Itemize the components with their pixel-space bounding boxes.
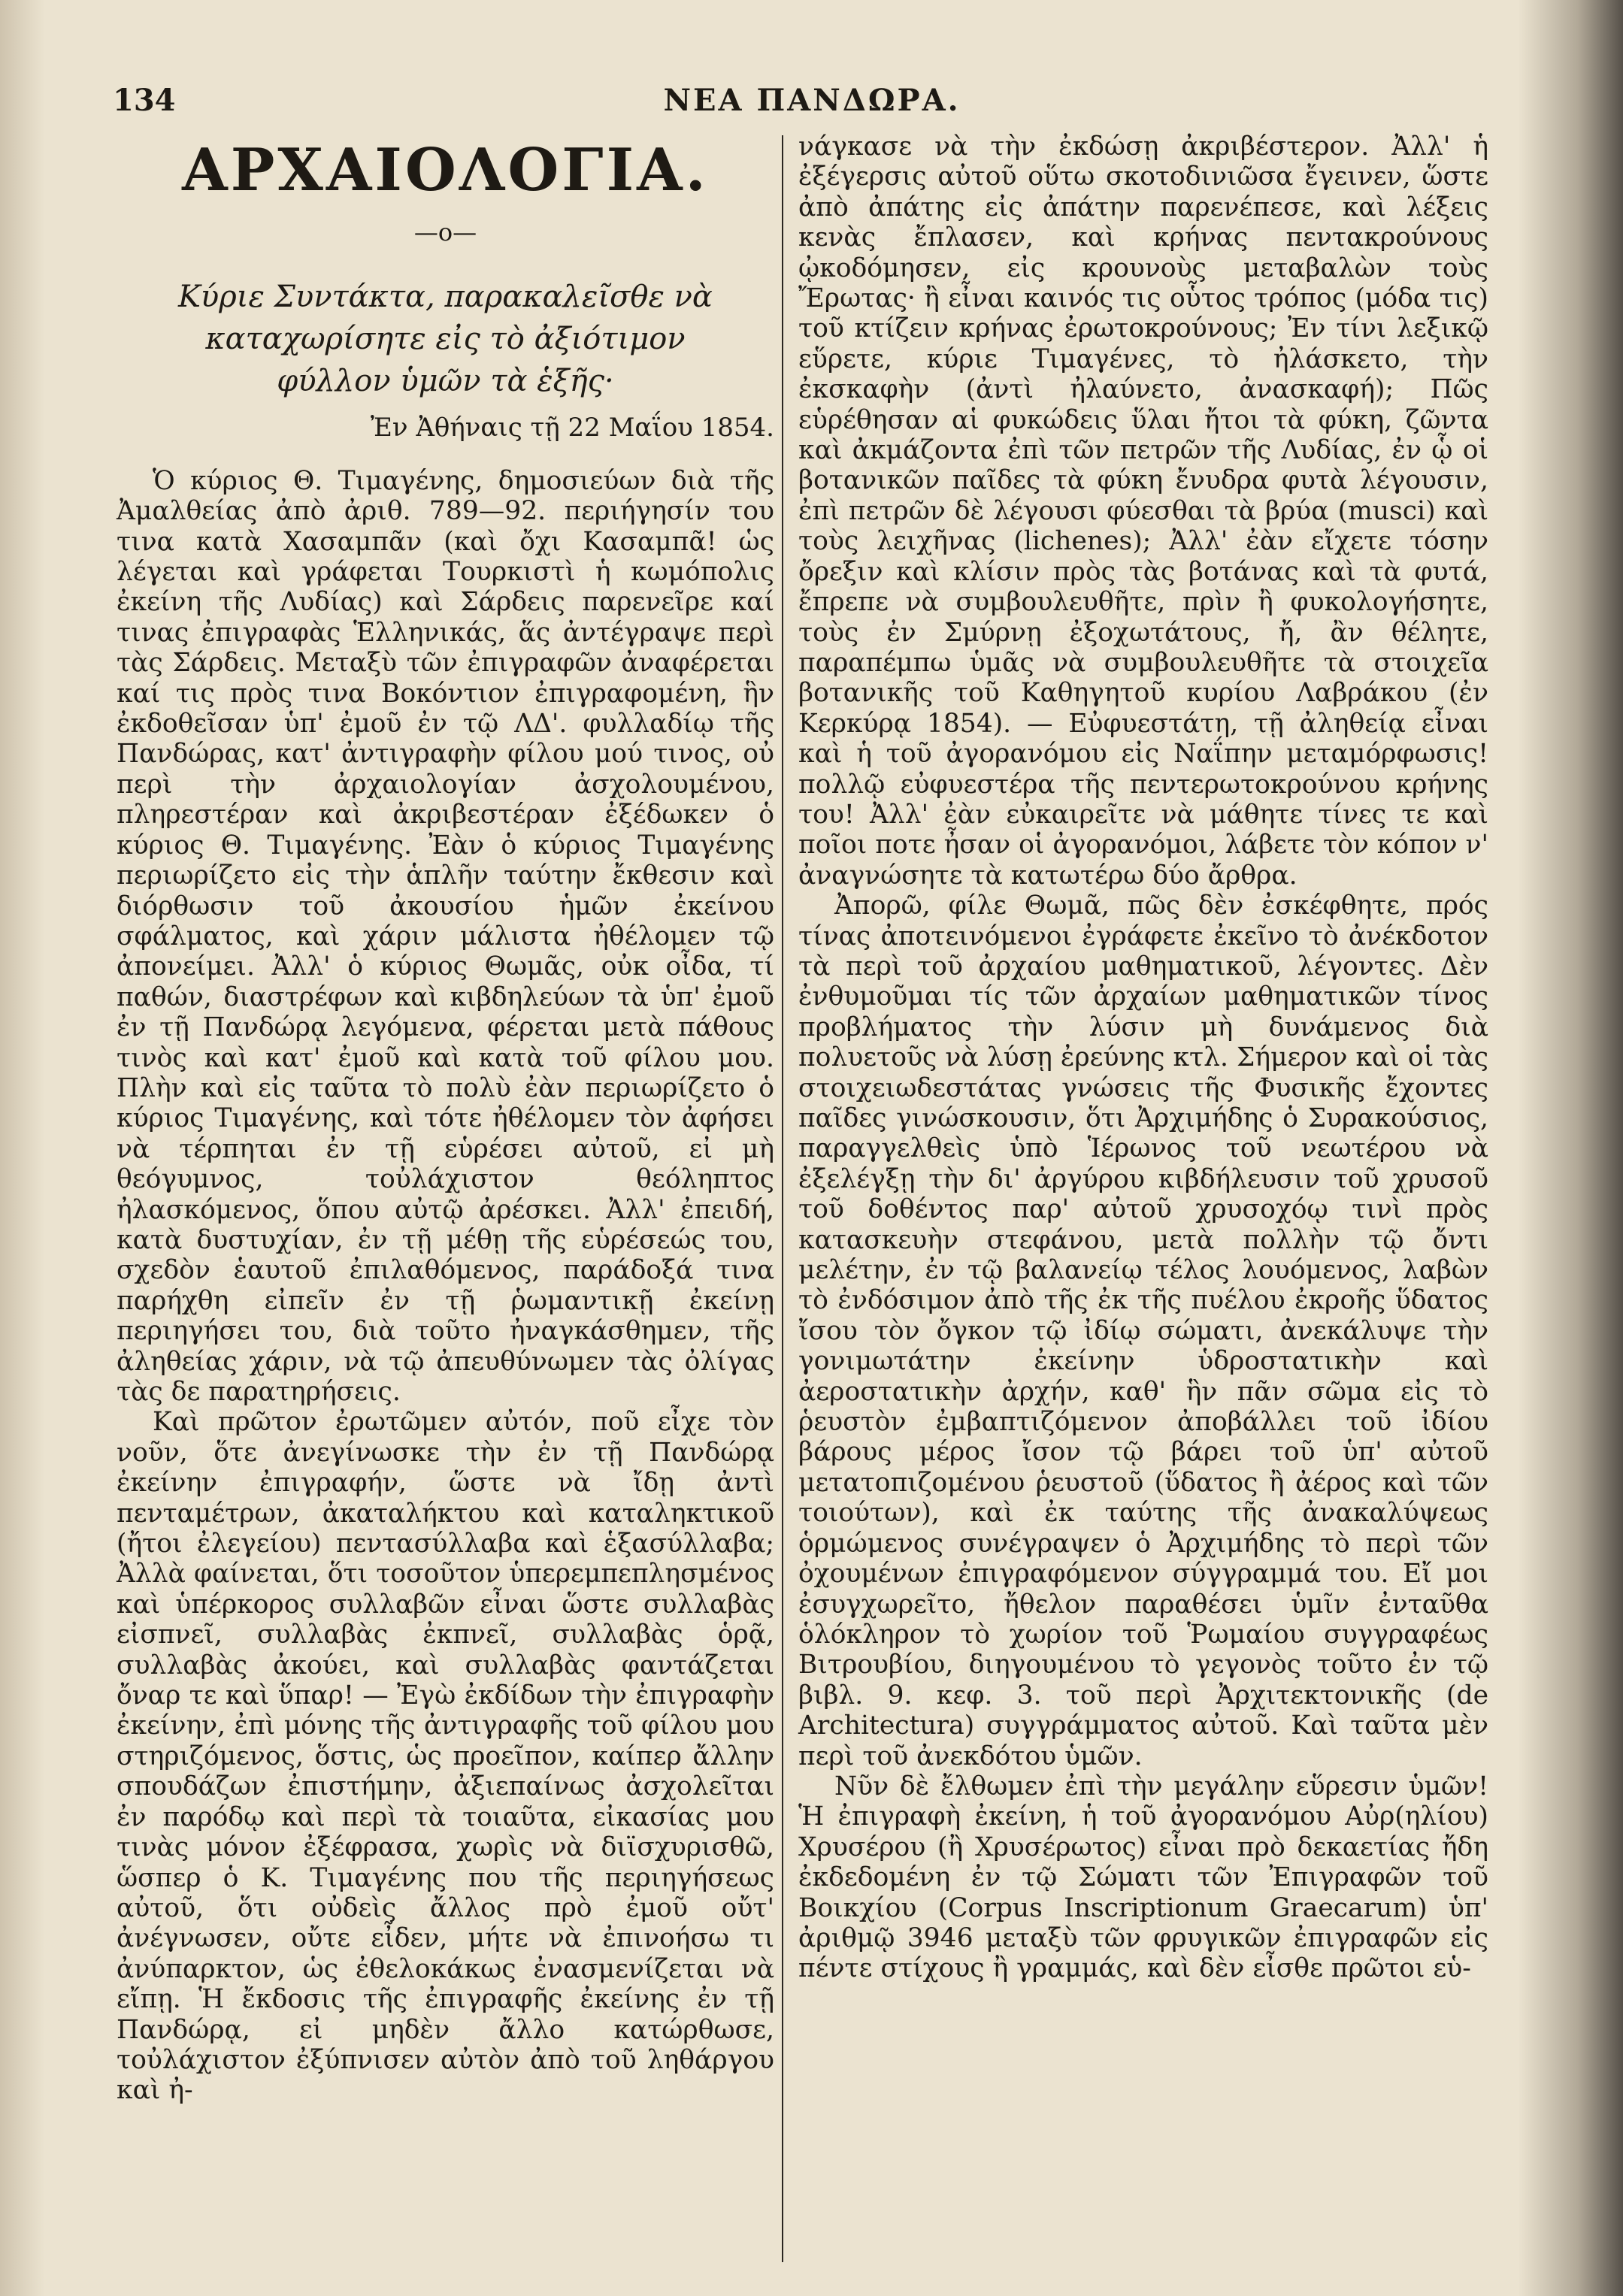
paragraph: νάγκασε νὰ τὴν ἐκδώσῃ ἀκριβέστερον. Ἀλλ' ἡ ἐξέγερσις αὐτοῦ οὕτω σκοτοδινιῶσα ἔγεινεν, ὥστε ἀπὸ ἀπάτης εἰς ἀπάτην παρενέπεσε, καὶ λέξεις κενὰς ἔπλασεν, καὶ κρήνας πεντακρούνους ᾠκοδόμησεν, εἰς κρουνοὺς μεταβαλὼν τοὺς Ἔρωτας· ἢ εἶναι καινός τις οὗτος τρόπος (μόδα τις) τοῦ κτίζειν κρήνας ἐρωτοκρούνους; Ἐν τίνι λεξικῷ εὕρετε, κύριε Τιμαγένες, τὸ ἠλάσκετο, τὴν ἐκσκαφὴν (ἀντὶ ἠλαύνετο, ἀνασκαφή); Πῶς εὑρέθησαν αἱ φυκώδεις ὕλαι ἤτοι τὰ φύκη, ζῶντα καὶ ἀκμάζοντα ἐπὶ τῶν πετρῶν τῆς Λυδίας, ἐν ᾧ οἱ βοτανικῶν παῖδες τὰ φύκη ἔνυδρα φυτὰ λέγουσιν, ἐπὶ πετρῶν δὲ λέγουσι φύεσθαι τὰ βρύα (musci) καὶ τοὺς λειχῆνας (lichenes); Ἀλλ' ἐὰν εἴχετε τόσην ὄρεξιν καὶ κλίσιν πρὸς τὰς βοτάνας καὶ τὰ φυτά, ἔπρεπε νὰ συμβουλευθῆτε, πρὶν ἢ φυκολογήσητε, τοὺς ἐν Σμύρνῃ ἐξοχωτάτους, ἤ, ἂν θέλητε, παραπέμπω ὑμᾶς νὰ συμβουλευθῆτε τὰ στοιχεῖα βοτανικῆς τοῦ Καθηγητοῦ κυρίου Λαβράκου (ἐν Κερκύρᾳ 1854). — Εὐφυεστάτη, τῇ ἀληθείᾳ εἶναι καὶ ἡ τοῦ ἀγορανόμου εἰς Ναΐπην μεταμόρφωσις! πολλῷ εὐφυεστέρα τῆς πεντερωτοκρούνου κρήνης του! Ἀλλ' ἐὰν εὐκαιρεῖτε νὰ μάθητε τίνες τε καὶ ποῖοι ποτε ἦσαν οἱ ἀγορανόμοι, λάβετε τὸν κόπον ν' ἀναγνώσητε τὰ κατωτέρω δύο ἄρθρα. [798, 132, 1488, 891]
page-header [113, 83, 1511, 128]
column-divider [782, 135, 783, 2262]
left-column [117, 132, 774, 2106]
paragraph: Ἀπορῶ, φίλε Θωμᾶ, πῶς δὲν ἐσκέφθητε, πρός τίνας ἀποτεινόμενοι ἐγράφετε ἐκεῖνο τὸ ἀνέκδοτον τὰ περὶ τοῦ ἀρχαίου μαθηματικοῦ, λέγοντες. Δὲν ἐνθυμοῦμαι τίς τῶν ἀρχαίων μαθηματικῶν τίνος προβλήματος τὴν λύσιν μὴ δυνάμενος διὰ πολυετοῦς νὰ λύσῃ ἐρεύνης κτλ. Σήμερον καὶ οἱ τὰς στοιχειωδεστάτας γνώσεις τῆς Φυσικῆς ἔχοντες παῖδες γινώσκουσιν, ὅτι Ἀρχιμήδης ὁ Συρακούσιος, παραγγελθεὶς ὑπὸ Ἱέρωνος τοῦ νεωτέρου νὰ ἐξελέγξῃ τὴν δι' ἀργύρου κιβδήλευσιν τοῦ χρυσοῦ τοῦ δοθέντος παρ' αὐτοῦ χρυσοχόῳ τινὶ πρὸς κατασκευὴν στεφάνου, μετὰ πολλὴν τῷ ὄντι μελέτην, ἐν τῷ βαλανείῳ τέλος λουόμενος, λαβὼν τὸ ἐνδόσιμον ἀπὸ τῆς ἐκ τῆς πυέλου ἐκροῆς ὕδατος ἴσου τὸν ὄγκον τῷ ἰδίῳ σώματι, ἀνεκάλυψε τὴν γονιμωτάτην ἐκείνην ὑδροστατικὴν καὶ ἀεροστατικὴν ἀρχήν, καθ' ἣν πᾶν σῶμα εἰς τὸ ῥευστὸν ἐμβαπτιζόμενον ἀποβάλλει τοῦ ἰδίου βάρους μέρος ἴσον τῷ βάρει τοῦ ὑπ' αὐτοῦ μετατοπιζομένου ῥευστοῦ (ὕδατος ἢ ἀέρος καὶ τῶν τοιούτων), καὶ ἐκ ταύτης τῆς ἀνακαλύψεως ὁρμώμενος συνέγραψεν ὁ Ἀρχιμήδης τὸ περὶ τῶν ὀχουμένων ἐπιγραφόμενον σύγγραμμά του. Εἴ μοι ἐσυγχωρεῖτο, ἤθελον παραθέσει ὑμῖν ἐνταῦθα ὁλόκληρον τὸ χωρίον τοῦ Ῥωμαίου συγγραφέως Βιτρουβίου, διηγουμένου τὸ γεγονὸς τοῦτο ἐν τῷ βιβλ. 9. κεφ. 3. τοῦ περὶ Ἀρχιτεκτονικῆς (de Architectura) συγγράμματος αὐτοῦ. Καὶ ταῦτα μὲν περὶ τοῦ ἀνεκδότου ὑμῶν. [798, 891, 1488, 1771]
paragraph: Νῦν δὲ ἔλθωμεν ἐπὶ τὴν μεγάλην εὕρεσιν ὑμῶν! Ἡ ἐπιγραφὴ ἐκείνη, ἡ τοῦ ἀγορανόμου Αὐρ(ηλίου) Χρυσέρου (ἢ Χρυσέρωτος) εἶναι πρὸ δεκαετίας ἤδη ἐκδεδομένη ἐν τῷ Σώματι τῶν Ἐπιγραφῶν τοῦ Βοικχίου (Corpus Inscriptionum Graecarum) ὑπ' ἀριθμῷ 3946 μεταξὺ τῶν φρυγικῶν ἐπιγραφῶν εἰς πέντε στίχους ἢ γραμμάς, καὶ δὲν εἶσθε πρῶτοι εὑ- [798, 1771, 1488, 1984]
salutation: Κύριε Συντάκτα, παρακαλεῖσθε νὰ καταχωρίσητε εἰς τὸ ἀξιότιμον φύλλον ὑμῶν τὰ ἑξῆς· [178, 280, 713, 399]
paragraph: Καὶ πρῶτον ἐρωτῶμεν αὐτόν, ποῦ εἶχε τὸν νοῦν, ὅτε ἀνεγίνωσκε τὴν ἐν τῇ Πανδώρᾳ ἐκείνην ἐπιγραφήν, ὥστε νὰ ἴδῃ ἀντὶ πενταμέτρων, ἀκαταλήκτου καὶ καταληκτικοῦ (ἤτοι ἐλεγείου) πεντασύλλαβα καὶ ἑξασύλλαβα; Ἀλλὰ φαίνεται, ὅτι τοσοῦτον ὑπερεμπεπλησμένος καὶ ὑπέρκορος συλλαβῶν εἶναι ὥστε συλλαβὰς εἰσπνεῖ, συλλαβὰς ἐκπνεῖ, συλλαβὰς ὁρᾷ, συλλαβὰς ἀκούει, καὶ συλλαβὰς φαντάζεται ὄναρ τε καὶ ὕπαρ! — Ἐγὼ ἐκδίδων τὴν ἐπιγραφὴν ἐκείνην, ἐπὶ μόνης τῆς ἀντιγραφῆς τοῦ φίλου μου στηριζόμενος, ὅστις, ὡς προεῖπον, καίπερ ἄλλην σπουδάζων ἐπιστήμην, ἀξιεπαίνως ἀσχολεῖται ἐν παρόδῳ καὶ περὶ τὰ τοιαῦτα, εἰκασίας μου τινὰς μόνον ἐξέφρασα, χωρὶς νὰ διϊσχυρισθῶ, ὥσπερ ὁ Κ. Τιμαγένης που τῆς περιηγήσεως αὐτοῦ, ὅτι οὐδεὶς ἄλλος πρὸ ἐμοῦ οὔτ' ἀνέγνωσεν, οὔτε εἶδεν, μήτε νὰ ἐπινοήσω τι ἀνύπαρκτον, ὡς ἐθελοκάκως ἐνασμενίζεται νὰ εἴπῃ. Ἡ ἔκδοσις τῆς ἐπιγραφῆς ἐκείνης ἐν τῇ Πανδώρᾳ, εἰ μηδὲν ἄλλο κατώρθωσε, τοὐλάχιστον ἐξύπνισεν αὐτὸν ἀπὸ τοῦ ληθάργου καὶ ἠ- [117, 1407, 774, 2106]
page-number: 134 [113, 83, 176, 118]
running-title: ΝΕΑ ΠΑΝΔΩΡΑ. [663, 83, 961, 118]
paragraph: Ὁ κύριος Θ. Τιμαγένης, δημοσιεύων διὰ τῆς Ἀμαλθείας ἀπὸ ἀριθ. 789—92. περιήγησίν του τινα κατὰ Χασαμπᾶν (καὶ ὄχι Κασαμπᾶ! ὡς λέγεται καὶ γράφεται Τουρκιστὶ ἡ κωμόπολις ἐκείνη τῆς Λυδίας) καὶ Σάρδεις παρενεῖρε καί τινας ἐπιγραφὰς Ἑλληνικάς, ἅς ἀντέγραψε περὶ τὰς Σάρδεις. Μεταξὺ τῶν ἐπιγραφῶν ἀναφέρεται καί τις πρὸς τινα Βοκόντιον ἐπιγραφομένη, ἣν ἐκδοθεῖσαν ὑπ' ἐμοῦ ἐν τῷ ΛΔ'. φυλλαδίῳ τῆς Πανδώρας, κατ' ἀντιγραφὴν φίλου μού τινος, οὐ περὶ τὴν ἀρχαιολογίαν ἀσχολουμένου, πληρεστέραν καὶ ἀκριβεστέραν ἐξέδωκεν ὁ κύριος Θ. Τιμαγένης. Ἐὰν ὁ κύριος Τιμαγένης περιωρίζετο εἰς τὴν ἁπλῆν ταύτην ἔκθεσιν καὶ διόρθωσιν τοῦ ἀκουσίου ἡμῶν ἐκείνου σφάλματος, καὶ χάριν μάλιστα ἠθέλομεν τῷ ἀπονείμει. Ἀλλ' ὁ κύριος Θωμᾶς, οὐκ οἶδα, τί παθών, διαστρέφων καὶ κιβδηλεύων τὰ ὑπ' ἐμοῦ ἐν τῇ Πανδώρᾳ λεγόμενα, φέρεται μετὰ πάθους τινὸς καὶ κατ' ἐμοῦ καὶ κατὰ τοῦ φίλου μου. Πλὴν καὶ εἰς ταῦτα τὸ πολὺ ἐὰν περιωρίζετο ὁ κύριος Τιμαγένης, καὶ τότε ἠθέλομεν τὸν ἀφήσει νὰ τέρπηται ἐν τῇ εὑρέσει αὐτοῦ, εἰ μὴ θεόγυμνος, τοὐλάχιστον θεόληπτος ἠλασκόμενος, ὅπου αὐτῷ ἀρέσκει. Ἀλλ' ἐπειδή, κατὰ δυστυχίαν, ἐν τῇ μέθῃ τῆς εὑρέσεώς του, σχεδὸν ἑαυτοῦ ἐπιλαθόμενος, παράδοξά τινα παρήχθη εἰπεῖν ἐν τῇ ῥωμαντικῇ ἐκείνῃ περιηγήσει του, διὰ τοῦτο ἠναγκάσθημεν, τῆς ἀληθείας χάριν, νὰ τῷ ἀπευθύνωμεν τὰς ὀλίγας τὰς δε παρατηρήσεις. [117, 465, 774, 1407]
article-title: ΑΡΧΑΙΟΛΟΓΙΑ. [182, 136, 709, 204]
title-separator: —ο— [413, 218, 477, 247]
right-column [798, 132, 1488, 1984]
dateline: Ἐν Ἀθήναις τῇ 22 Μαΐου 1854. [370, 413, 774, 443]
